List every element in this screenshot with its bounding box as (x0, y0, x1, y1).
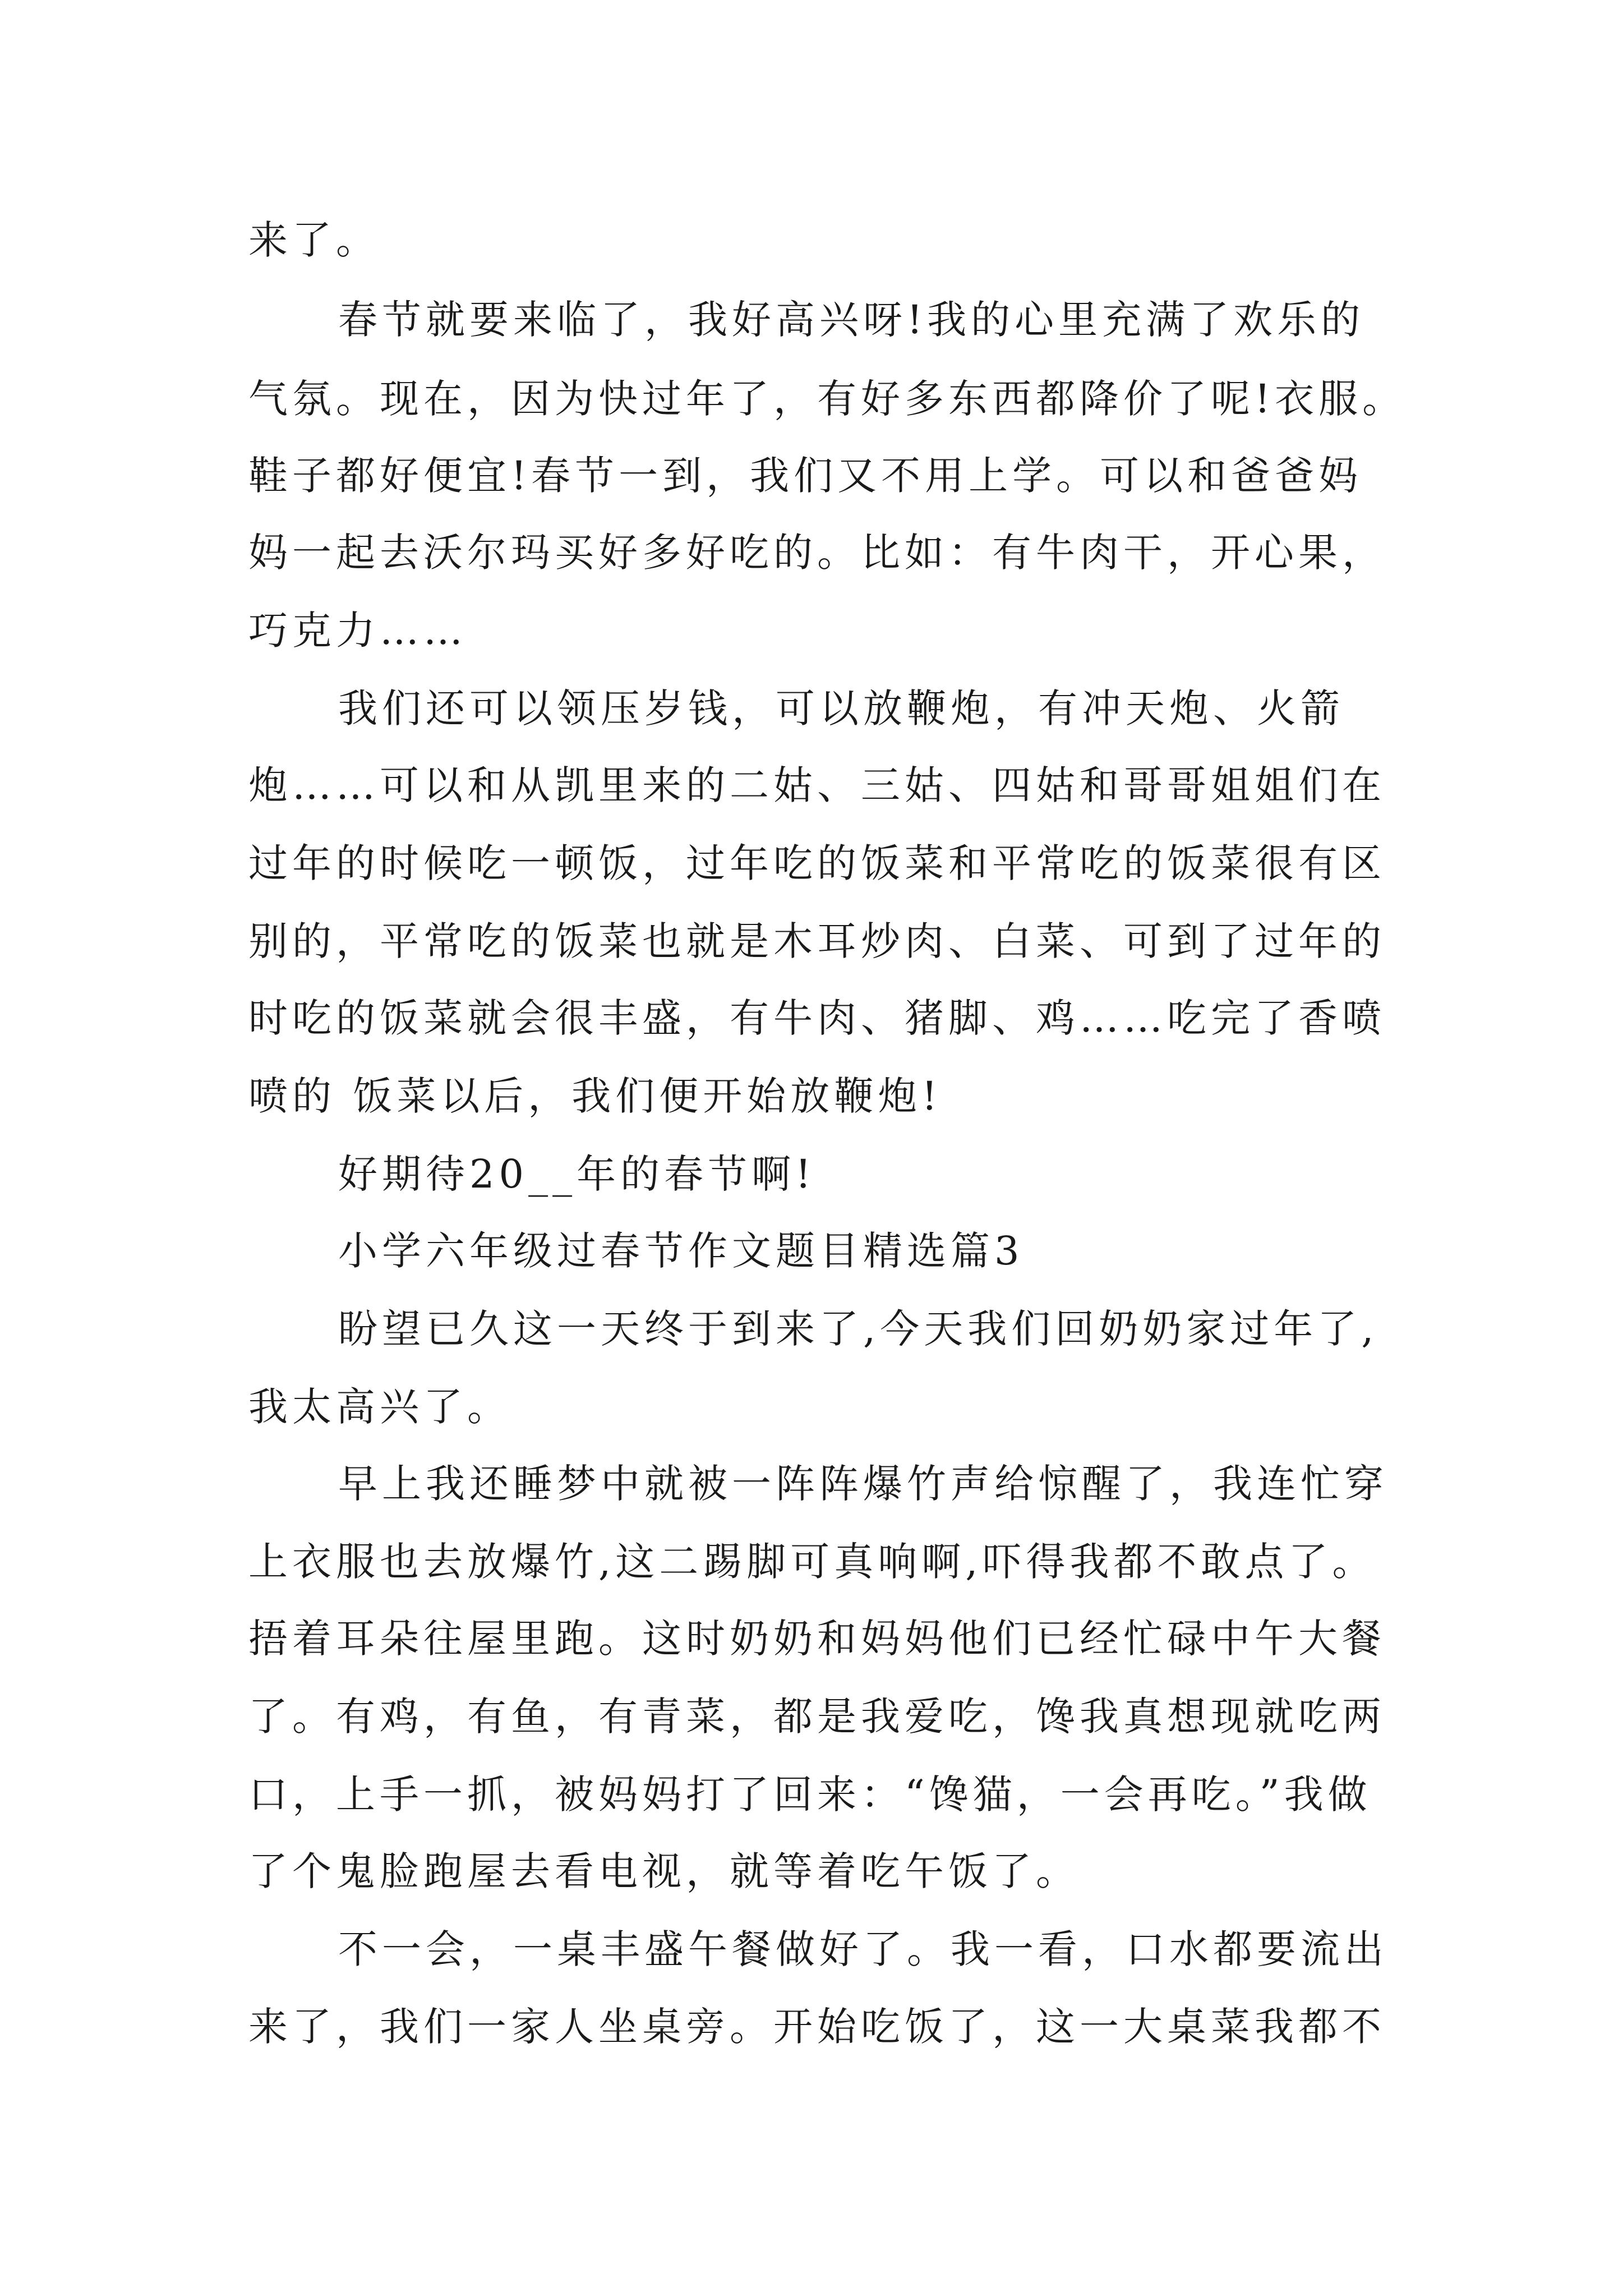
section-heading: 小学六年级过春节作文题目精选篇3 (338, 1228, 1024, 1274)
text-line: 上衣服也去放爆竹,这二踢脚可真响啊,吓得我都不敢点了。 (248, 1539, 1376, 1585)
text-line: 过年的时候吃一顿饭，过年吃的饭菜和平常吃的饭菜很有区 (248, 840, 1386, 886)
text-line: 鞋子都好便宜!春节一到，我们又不用上学。可以和爸爸妈 (248, 453, 1363, 499)
text-line: 不一会，一桌丰盛午餐做好了。我一看，口水都要流出 (338, 1926, 1388, 1972)
text-line: 盼望已久这一天终于到来了,今天我们回奶奶家过年了, (338, 1306, 1378, 1352)
text-line: 来了。 (248, 217, 380, 263)
text-line: 早上我还睡梦中就被一阵阵爆竹声给惊醒了，我连忙穿 (338, 1461, 1388, 1507)
text-line: 了。有鸡，有鱼，有青菜，都是我爱吃，馋我真想现就吃两 (248, 1694, 1386, 1740)
text-line: 口，上手一抓，被妈妈打了回来：“馋猫，一会再吃。”我做 (248, 1772, 1372, 1818)
text-line: 我们还可以领压岁钱，可以放鞭炮，有冲天炮、火箭 (338, 685, 1344, 731)
text-line: 气氛。现在，因为快过年了，有好多东西都降价了呢!衣服。 (248, 376, 1407, 422)
text-line: 捂着耳朵往屋里跑。这时奶奶和妈妈他们已经忙碌中午大餐 (248, 1616, 1386, 1662)
text-line: 炮……可以和从凯里来的二姑、三姑、四姑和哥哥姐姐们在 (248, 762, 1386, 808)
text-line: 时吃的饭菜就会很丰盛，有牛肉、猪脚、鸡……吃完了香喷 (248, 995, 1386, 1041)
text-line: 了个鬼脸跑屋去看电视，就等着吃午饭了。 (248, 1848, 1080, 1894)
text-line: 巧克力…… (248, 608, 467, 654)
text-line: 我太高兴了。 (248, 1384, 511, 1430)
text-line: 别的，平常吃的饭菜也就是木耳炒肉、白菜、可到了过年的 (248, 918, 1386, 964)
text-line: 妈一起去沃尔玛买好多好吃的。比如：有牛肉干，开心果， (248, 530, 1386, 576)
text-line: 春节就要来临了，我好高兴呀!我的心里充满了欢乐的 (338, 297, 1365, 343)
text-line: 来了，我们一家人坐桌旁。开始吃饭了，这一大桌菜我都不 (248, 2004, 1386, 2050)
text-line: 好期待20__年的春节啊! (338, 1151, 816, 1197)
text-line: 喷的 饭菜以后，我们便开始放鞭炮! (248, 1073, 942, 1119)
